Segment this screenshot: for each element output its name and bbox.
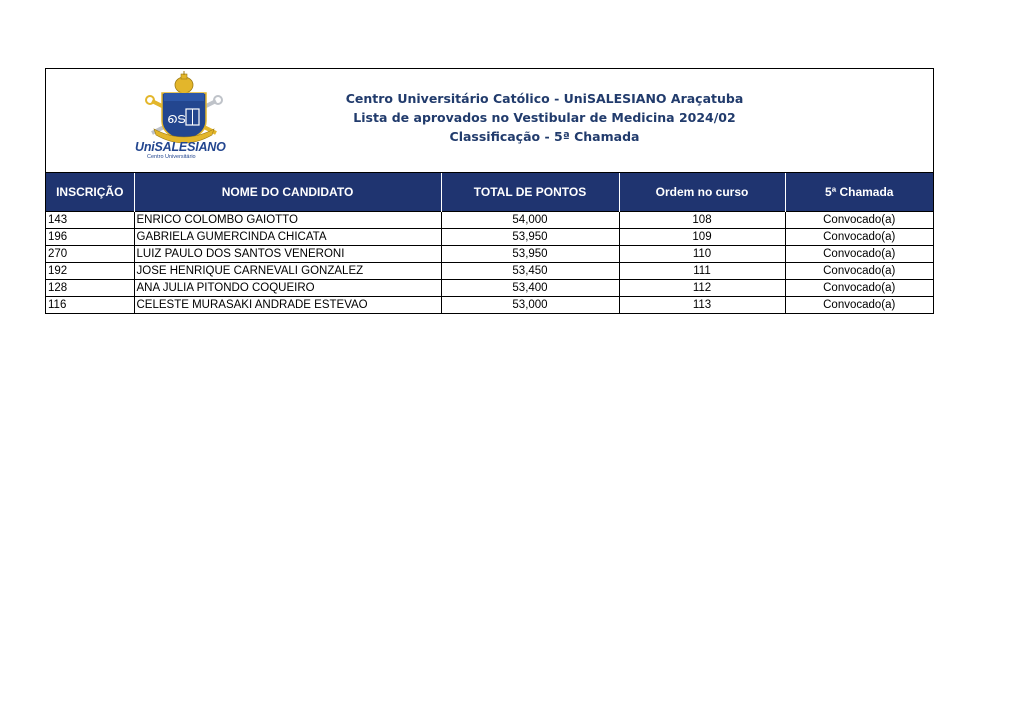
cell-status: Convocado(a) — [785, 212, 933, 229]
cell-inscricao: 270 — [46, 246, 134, 263]
cell-inscricao: 192 — [46, 263, 134, 280]
column-header-nome: NOME DO CANDIDATO — [134, 173, 441, 212]
cell-ordem: 109 — [619, 229, 785, 246]
cell-status: Convocado(a) — [785, 263, 933, 280]
cell-pontos: 53,000 — [441, 297, 619, 314]
cell-status: Convocado(a) — [785, 229, 933, 246]
cell-inscricao: 196 — [46, 229, 134, 246]
cell-ordem: 108 — [619, 212, 785, 229]
institution-title: Centro Universitário Católico - UniSALESIANO Araçatuba — [345, 91, 744, 106]
logo-subtext: Centro Universitário — [147, 154, 196, 160]
cell-status: Convocado(a) — [785, 297, 933, 314]
cell-pontos: 53,950 — [441, 246, 619, 263]
column-header-total-pontos: TOTAL DE PONTOS — [441, 173, 619, 212]
cell-status: Convocado(a) — [785, 246, 933, 263]
cell-pontos: 53,450 — [441, 263, 619, 280]
document-title-block — [236, 89, 853, 146]
cell-nome: JOSE HENRIQUE CARNEVALI GONZALEZ — [134, 263, 441, 280]
results-table — [46, 173, 933, 313]
cell-ordem: 113 — [619, 297, 785, 314]
column-header-inscricao: INSCRIÇÃO — [46, 173, 134, 212]
cell-pontos: 53,400 — [441, 280, 619, 297]
table-row — [46, 212, 933, 229]
column-header-ordem: Ordem no curso — [619, 173, 785, 212]
cell-nome: GABRIELA GUMERCINDA CHICATA — [134, 229, 441, 246]
classification-title: Classificação - 5ª Chamada — [449, 129, 640, 144]
sheet-header — [46, 69, 933, 173]
cell-nome: LUIZ PAULO DOS SANTOS VENERONI — [134, 246, 441, 263]
logo-text: UniSALESIANO — [135, 140, 226, 154]
cell-nome: ANA JULIA PITONDO COQUEIRO — [134, 280, 441, 297]
cell-inscricao: 128 — [46, 280, 134, 297]
cell-inscricao: 116 — [46, 297, 134, 314]
cell-pontos: 54,000 — [441, 212, 619, 229]
table-row — [46, 297, 933, 314]
cell-ordem: 111 — [619, 263, 785, 280]
list-title: Lista de aprovados no Vestibular de Medicina 2024/02 — [353, 110, 736, 125]
column-header-chamada: 5ª Chamada — [785, 173, 933, 212]
table-row — [46, 280, 933, 297]
table-row — [46, 229, 933, 246]
cell-nome: ENRICO COLOMBO GAIOTTO — [134, 212, 441, 229]
table-row — [46, 263, 933, 280]
cell-nome: CELESTE MURASAKI ANDRADE ESTEVAO — [134, 297, 441, 314]
results-sheet — [45, 68, 934, 314]
cell-ordem: 112 — [619, 280, 785, 297]
svg-text:ടെ: ടെ — [166, 111, 186, 127]
table-header-row — [46, 173, 933, 212]
cell-inscricao: 143 — [46, 212, 134, 229]
cell-ordem: 110 — [619, 246, 785, 263]
cell-pontos: 53,950 — [441, 229, 619, 246]
table-row — [46, 246, 933, 263]
cell-status: Convocado(a) — [785, 280, 933, 297]
